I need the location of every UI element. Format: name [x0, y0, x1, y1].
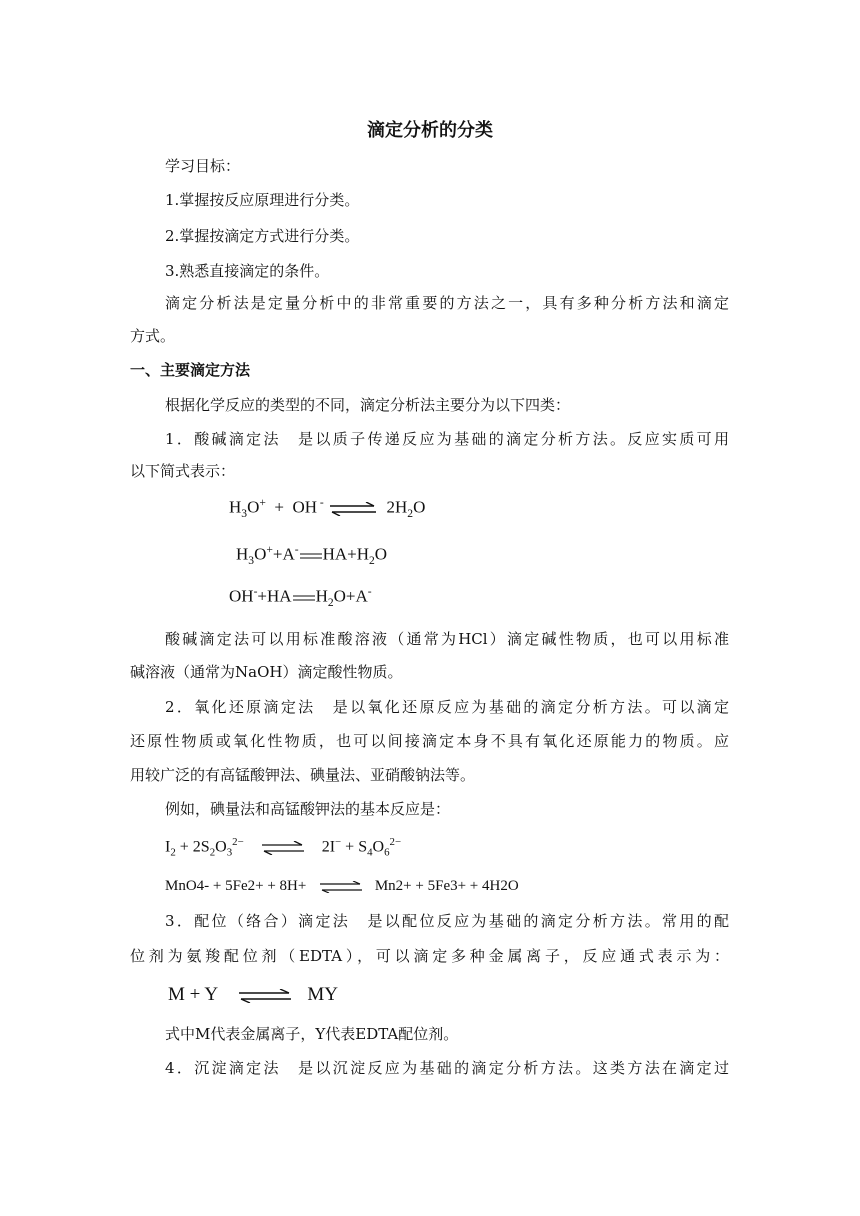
equilibrium-arrow-icon	[260, 841, 306, 855]
objective-2: 2.掌握按滴定方式进行分类。	[165, 227, 360, 245]
acid-base-note-1: 酸碱滴定法可以用标准酸溶液（通常为HCl）滴定碱性物质，也可以用标准	[165, 630, 729, 648]
precip-line-1: 4．沉淀滴定法 是以沉淀反应为基础的滴定分析方法。这类方法在滴定过	[165, 1059, 729, 1077]
objectives-heading: 学习目标：	[165, 157, 241, 175]
equation-metal-complex: M + Y MY	[168, 984, 339, 1005]
equation-iodine: $I_2 + 2S_2O_3^{2-}$ $2I^- + S_4O_6^{2-}$	[165, 836, 402, 859]
redox-example: 例如，碘量法和高锰酸钾法的基本反应是：	[165, 800, 451, 818]
complex-line-2: 位剂为氨羧配位剂（EDTA），可以滴定多种金属离子，反应通式表示为：	[130, 947, 729, 965]
equilibrium-arrow-icon	[292, 593, 316, 603]
equilibrium-arrow-icon	[299, 551, 323, 561]
redox-line-2: 还原性物质或氧化性物质，也可以间接滴定本身不具有氧化还原能力的物质。应	[130, 732, 729, 750]
equilibrium-arrow-icon	[328, 502, 378, 516]
equation-base-acid: OH-+HA $H_2O+A^-$	[229, 585, 372, 610]
equation-acid-salt: $H_3O^++A^-$ $HA+H_2O$	[236, 543, 388, 568]
equation-water: $H_3O^+$ + OH - $2H_2O$	[229, 496, 426, 521]
permanganate-left: MnO4- + 5Fe2+ + 8H+	[165, 878, 307, 894]
acid-base-note-2: 碱溶液（通常为NaOH）滴定酸性物质。	[130, 663, 403, 681]
objective-1: 1.掌握按反应原理进行分类。	[165, 191, 360, 209]
intro-line-2: 方式。	[130, 327, 176, 345]
complex-note: 式中M代表金属离子，Y代表EDTA配位剂。	[165, 1025, 459, 1043]
section-heading: 一、主要滴定方法	[130, 361, 251, 379]
equilibrium-arrow-icon	[237, 989, 293, 1003]
equilibrium-arrow-icon	[318, 881, 364, 893]
equation-permanganate	[165, 878, 519, 895]
section-intro: 根据化学反应的类型的不同，滴定分析法主要分为以下四类：	[165, 396, 571, 414]
page-title: 滴定分析的分类	[367, 120, 493, 141]
objective-3: 3.熟悉直接滴定的条件。	[165, 262, 330, 280]
redox-line-3: 用较广泛的有高锰酸钾法、碘量法、亚硝酸钠法等。	[130, 766, 476, 784]
acid-base-line-1: 1．酸碱滴定法 是以质子传递反应为基础的滴定分析方法。反应实质可用	[165, 430, 729, 448]
redox-line-1: 2．氧化还原滴定法 是以氧化还原反应为基础的滴定分析方法。可以滴定	[165, 698, 729, 716]
acid-base-line-2: 以下简式表示：	[130, 462, 236, 480]
permanganate-right: Mn2+ + 5Fe3+ + 4H2O	[374, 878, 519, 894]
complex-line-1: 3．配位（络合）滴定法 是以配位反应为基础的滴定分析方法。常用的配	[165, 912, 729, 930]
intro-line-1: 滴定分析法是定量分析中的非常重要的方法之一，具有多种分析方法和滴定	[165, 294, 729, 312]
